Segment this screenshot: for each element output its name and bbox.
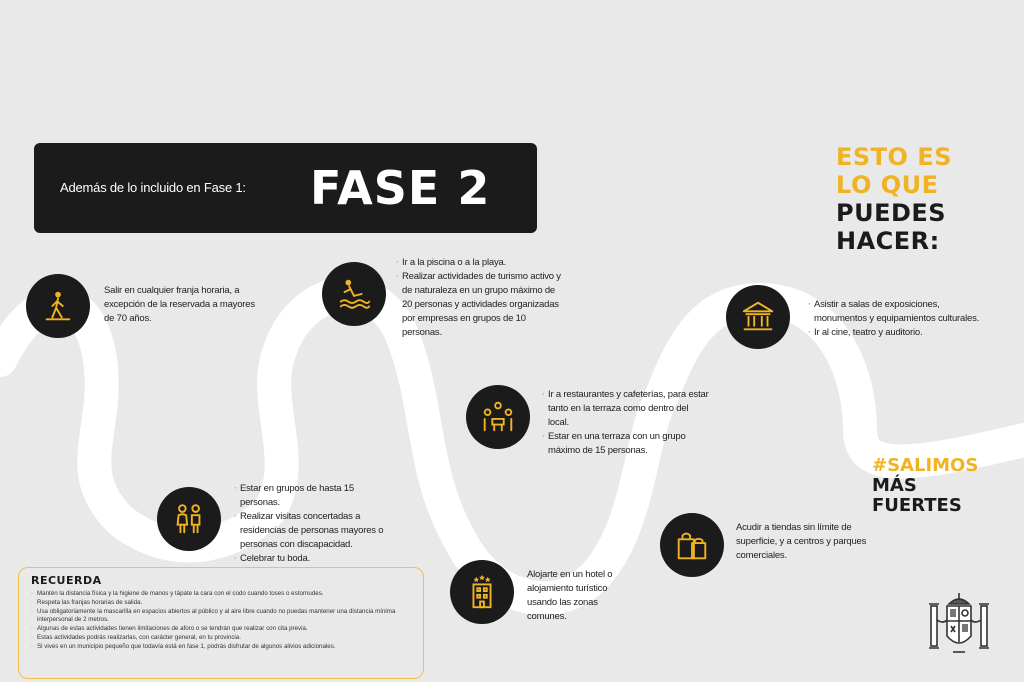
- headline: [836, 143, 952, 255]
- reminder-item: · Estas actividades podrás realizarlas, con carácter general, en tu provincia.: [31, 634, 416, 643]
- museum-icon: [726, 285, 790, 349]
- item-groups-text: [234, 482, 384, 566]
- item-pool-line-1: · Ir a la piscina o a la playa.: [396, 256, 566, 270]
- reminder-item: · Mantén la distancia física y la higiene de manos y tápate la cara con el codo cuando toses o estornudes.: [31, 590, 416, 599]
- item-groups-line-1: · Estar en grupos de hasta 15 personas.: [234, 482, 384, 510]
- item-groups-line-3: · Celebrar tu boda.: [234, 552, 384, 566]
- headline-line-2: LO QUE: [836, 171, 939, 199]
- reminder-title: RECUERDA: [31, 574, 102, 587]
- reminder-box: [18, 567, 424, 679]
- shopping-bags-icon: [660, 513, 724, 577]
- item-pool-line-2: · Realizar actividades de turismo activo y de naturaleza en un grupo máximo de 20 personas y actividades organizadas por empresas en grupos de 10 personas.: [396, 270, 566, 340]
- item-shopping-text: [736, 521, 876, 563]
- hashtag-line-2: MÁS: [872, 475, 917, 496]
- hashtag: [872, 456, 978, 516]
- banner-intro: Además de lo incluido en Fase 1:: [60, 180, 246, 195]
- item-shopping-line-1: Acudir a tiendas sin límite de superficie, y a centros y parques comerciales.: [736, 522, 867, 561]
- couple-icon: [157, 487, 221, 551]
- hotel-icon: [450, 560, 514, 624]
- item-restaurant-line-2: · Estar en una terraza con un grupo máximo de 15 personas.: [542, 430, 710, 458]
- coat-of-arms-icon: [925, 590, 993, 662]
- item-hotel-text: [527, 568, 639, 624]
- item-pool-text: [396, 256, 566, 340]
- reminder-item: · Algunas de estas actividades tienen limitaciones de aforo o se tendrán que realizar con cita previa.: [31, 625, 416, 634]
- item-walk-line-1: Salir en cualquier franja horaria, a excepción de la reservada a mayores de 70 años.: [104, 285, 255, 324]
- headline-line-1: ESTO ES: [836, 143, 952, 171]
- group-table-icon: [466, 385, 530, 449]
- item-hotel-line-1: Alojarte en un hotel o alojamiento turístico usando las zonas comunes.: [527, 569, 613, 622]
- item-walk-text: [104, 284, 264, 326]
- item-restaurant-line-1: · Ir a restaurantes y cafeterías, para estar tanto en la terraza como dentro del local.: [542, 388, 710, 430]
- reminder-item: · Si vives en un municipio pequeño que todavía está en fase 1, podrás disfrutar de algunos alivios adicionales.: [31, 643, 416, 652]
- item-groups-line-2: · Realizar visitas concertadas a residencias de personas mayores o personas con discapacidad.: [234, 510, 384, 552]
- phase-banner: [34, 143, 537, 233]
- item-museum-line-1: · Asistir a salas de exposiciones, monumentos y equipamientos culturales.: [808, 298, 980, 326]
- phase-title: FASE 2: [310, 161, 491, 215]
- item-museum-line-2: · Ir al cine, teatro y auditorio.: [808, 326, 980, 340]
- headline-line-4: HACER:: [836, 227, 940, 255]
- hashtag-line-3: FUERTES: [872, 495, 962, 516]
- headline-line-3: PUEDES: [836, 199, 947, 227]
- reminder-item: · Respeta las franjas horarias de salida.: [31, 599, 416, 608]
- swimming-pool-icon: [322, 262, 386, 326]
- item-restaurant-text: [542, 388, 710, 458]
- item-museum-text: [808, 298, 980, 340]
- reminder-item: · Usa obligatoriamente la mascarilla en espacios abiertos al público y al aire libre cuando no puedas mantener una distancia mínima interpersonal de 2 metros.: [31, 608, 416, 626]
- walking-person-icon: [26, 274, 90, 338]
- hashtag-line-1: #SALIMOS: [872, 455, 979, 476]
